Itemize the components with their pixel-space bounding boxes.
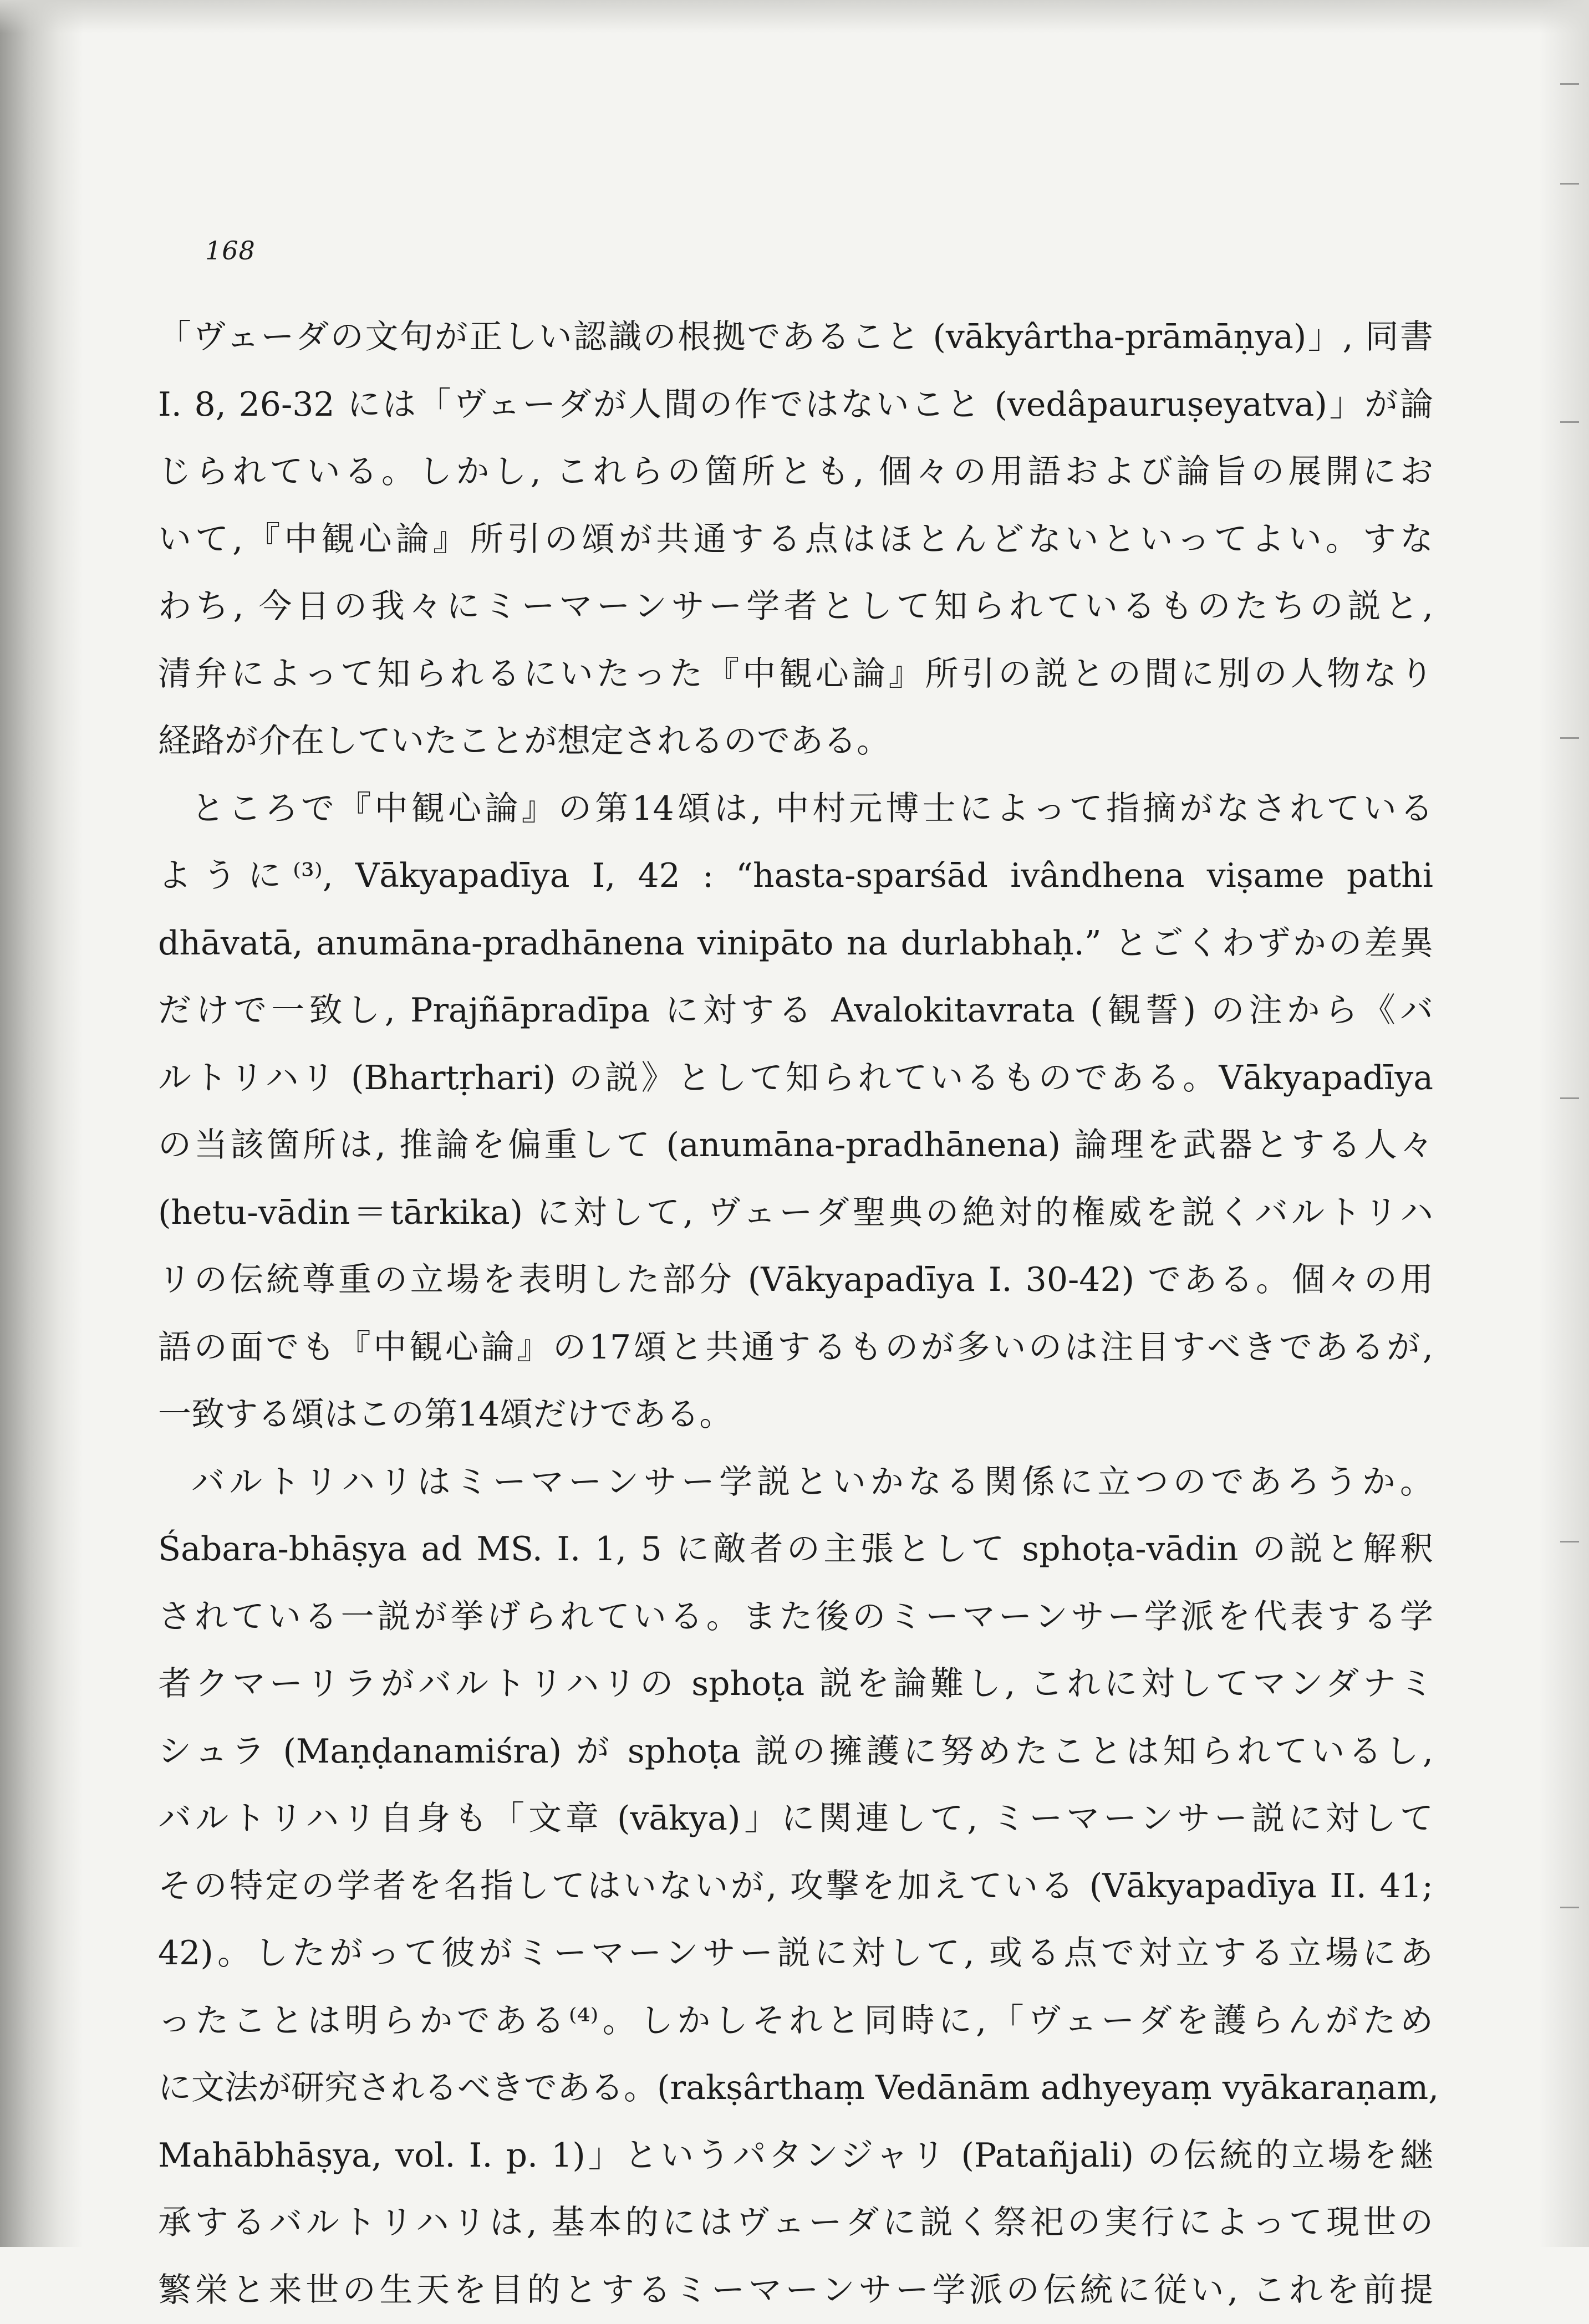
scan-edge-mark — [1560, 737, 1579, 739]
text-line: の当該箇所は, 推論を偏重して (anumāna-pradhānena) 論理を武器とする人々 — [158, 1112, 1433, 1179]
text-line: ルトリハリ (Bhartṛhari) の説》として知られているものである。Vākyapadīya — [158, 1045, 1433, 1112]
text-line: ったことは明らかである⁽⁴⁾。しかしそれと同時に,「ヴェーダを護らんがため — [158, 1988, 1433, 2055]
text-line: 経路が介在していたことが想定されるのである。 — [158, 708, 1433, 775]
text-line: Śabara-bhāṣya ad MS. I. 1, 5 に敵者の主張として sphoṭa-vādin の説と解釈 — [158, 1516, 1433, 1584]
body-text — [158, 304, 1433, 2324]
text-line: I. 8, 26-32 には「ヴェーダが人間の作ではないこと (vedâpauruṣeyatva)」が論 — [158, 371, 1433, 439]
text-line: その特定の学者を名指してはいないが, 攻撃を加えている (Vākyapadīya II. 41; — [158, 1853, 1433, 1921]
text-line: 者クマーリラがバルトリハリの sphoṭa 説を論難し, これに対してマンダナミ — [158, 1651, 1433, 1718]
text-line: じられている。しかし, これらの箇所とも, 個々の用語および論旨の展開にお — [158, 438, 1433, 506]
text-line: dhāvatā, anumāna-pradhānena vinipāto na durlabhaḥ.” とごくわずかの差異 — [158, 910, 1433, 978]
text-line: (hetu-vādin＝tārkika) に対して, ヴェーダ聖典の絶対的権威を説くバルトリハ — [158, 1179, 1433, 1247]
text-line: 承するバルトリハリは, 基本的にはヴェーダに説く祭祀の実行によって現世の — [158, 2189, 1433, 2257]
scan-edge-mark — [1560, 1907, 1579, 1908]
text-line: 42)。したがって彼がミーマーンサー説に対して, 或る点で対立する立場にあ — [158, 1920, 1433, 1988]
text-line: に文法が研究されるべきである。(rakṣârthaṃ Vedānām adhyeyaṃ vyākaraṇam, — [158, 2055, 1433, 2122]
scan-edge-mark — [1560, 421, 1579, 423]
text-line: ように⁽³⁾, Vākyapadīya I, 42 : “hasta-sparśād ivândhena viṣame pathi — [158, 842, 1433, 910]
scan-edge-mark — [1560, 1541, 1579, 1542]
text-line: ところで『中観心論』の第14頌は, 中村元博士によって指摘がなされている — [158, 775, 1433, 843]
text-line: 一致する頌はこの第14頌だけである。 — [158, 1381, 1433, 1449]
page-number: 168 — [205, 236, 256, 265]
text-line: バルトリハリ自身も「文章 (vākya)」に関連して, ミーマーンサー説に対して — [158, 1785, 1433, 1853]
text-line: シュラ (Maṇḍanamiśra) が sphoṭa 説の擁護に努めたことは知られているし, — [158, 1718, 1433, 1786]
scan-edge-mark — [1560, 183, 1579, 185]
text-line: Mahābhāṣya, vol. I. p. 1)」というパタンジャリ (Patañjali) の伝統的立場を継 — [158, 2122, 1433, 2190]
text-line: リの伝統尊重の立場を表明した部分 (Vākyapadīya I. 30-42) である。個々の用 — [158, 1247, 1433, 1314]
text-line: されている一説が挙げられている。また後のミーマーンサー学派を代表する学 — [158, 1584, 1433, 1651]
text-line: わち, 今日の我々にミーマーンサー学者として知られているものたちの説と, — [158, 573, 1433, 641]
text-line: バルトリハリはミーマーンサー学説といかなる関係に立つのであろうか。 — [158, 1449, 1433, 1516]
scan-edge-mark — [1560, 1097, 1579, 1099]
text-line: 語の面でも『中観心論』の17頌と共通するものが多いのは注目すべきであるが, — [158, 1314, 1433, 1382]
text-line: 清弁によって知られるにいたった『中観心論』所引の説との間に別の人物なり — [158, 641, 1433, 708]
text-line: いて,『中観心論』所引の頌が共通する点はほとんどないといってよい。すな — [158, 506, 1433, 574]
scan-shadow-left — [0, 0, 83, 2247]
scan-shadow-right — [1539, 0, 1589, 2247]
text-line: だけで一致し, Prajñāpradīpa に対する Avalokitavrata (観誓) の注から《バ — [158, 977, 1433, 1045]
scan-edge-mark — [1560, 83, 1579, 85]
text-line: 繁栄と来世の生天を目的とするミーマーンサー学派の伝統に従い, これを前提 — [158, 2257, 1433, 2324]
text-line: 「ヴェーダの文句が正しい認識の根拠であること (vākyârtha-prāmāṇya)」, 同書 — [158, 304, 1433, 371]
scan-shadow-top — [0, 0, 1589, 33]
